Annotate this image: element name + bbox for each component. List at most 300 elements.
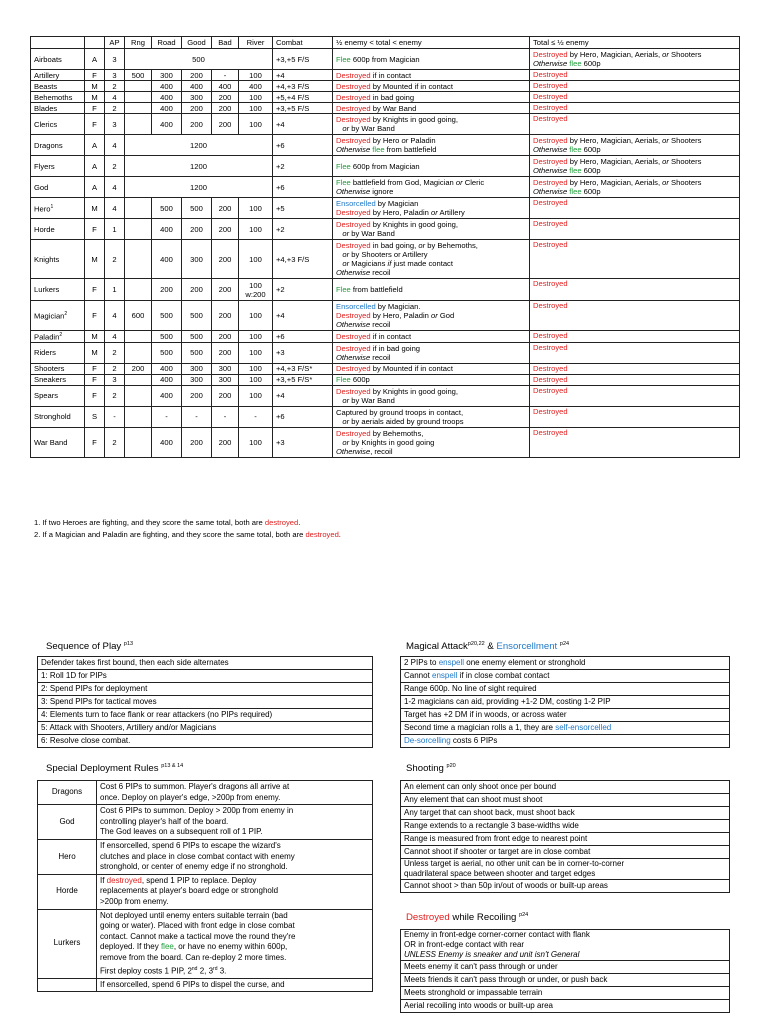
list-item-text [401, 930, 730, 961]
text-segment: by Shooters or Artillery [349, 250, 428, 259]
text-segment: Destroyed [533, 385, 568, 395]
unit-type [85, 301, 105, 331]
list-item-text [401, 670, 730, 683]
outcome-line [336, 187, 526, 196]
list-item-text [38, 709, 373, 722]
outcome-beaten [333, 406, 530, 427]
rule-line [100, 782, 369, 793]
footnote-marker: 1 [50, 203, 54, 210]
text-segment: clutches and place in close combat contact with enemy [100, 851, 295, 861]
unit-bad-text: 300 [218, 375, 232, 385]
unit-combat [273, 279, 333, 301]
outcome-beaten [333, 427, 530, 457]
unit-good [182, 81, 212, 92]
text-segment: Defender takes first bound, then each side alternates [41, 658, 229, 667]
outcome-line [336, 136, 526, 145]
unit-river [239, 279, 273, 301]
list-item-text [401, 1000, 730, 1013]
list-item-text [38, 683, 373, 696]
unit-river [239, 198, 273, 219]
text-segment: in bad going, [370, 241, 419, 250]
text-segment: Shooters [668, 136, 702, 145]
list-item [401, 683, 730, 696]
text-segment: Destroyed [533, 240, 568, 249]
text-segment: Destroyed [533, 81, 568, 90]
outcome-line [336, 353, 526, 362]
outcome-line [336, 375, 526, 384]
text-segment: flee [372, 145, 385, 154]
unit-good [182, 240, 212, 279]
special-deployment-table [37, 780, 373, 992]
deployment-row [38, 781, 373, 805]
rule-line [100, 897, 369, 908]
unit-bad-text: - [223, 70, 227, 80]
rule-line [100, 876, 369, 887]
unit-type [85, 279, 105, 301]
unit-river [239, 103, 273, 114]
unit-ap [105, 103, 125, 114]
list-item-text [401, 807, 730, 820]
list-item-text [38, 735, 373, 748]
text-segment: if in bad going [370, 343, 421, 353]
list-item [38, 670, 373, 683]
unit-bad-text: - [223, 412, 227, 422]
rule-line [100, 862, 369, 873]
unit-type [85, 342, 105, 363]
unit-road-text: 400 [160, 119, 173, 129]
text-segment: First deploy costs 1 PIP, 2 [100, 966, 192, 976]
rule-line [100, 817, 369, 828]
unit-road [152, 406, 182, 427]
table-row [31, 92, 740, 103]
unit-name [31, 49, 85, 70]
outcome-line [336, 199, 526, 208]
unit-road-text: 400 [160, 92, 173, 102]
unit-good [182, 374, 212, 385]
unit-range [125, 331, 152, 343]
list-item-text [401, 974, 730, 987]
unit-range [125, 70, 152, 81]
unit-type [85, 374, 105, 385]
text-segment: Destroyed [336, 311, 371, 320]
outcome-line [533, 279, 736, 288]
text-segment: or [662, 50, 669, 59]
unit-name [31, 92, 85, 103]
unit-good-text: 200 [190, 391, 203, 401]
unit-type-text: F [92, 375, 97, 385]
column-header: AP [105, 37, 125, 49]
table-row [31, 363, 740, 374]
outcome-doubled [530, 279, 740, 301]
unit-type [85, 385, 105, 406]
outcome-line [336, 285, 526, 294]
unit-combat [273, 374, 333, 385]
unit-good [182, 92, 212, 103]
unit-good-text: 500 [190, 331, 203, 341]
unit-river [239, 114, 273, 135]
column-header: River [239, 37, 273, 49]
text-segment: Otherwise [533, 187, 570, 196]
sequence-of-play-title [46, 641, 133, 652]
list-item-text [401, 657, 730, 670]
rule-line [100, 886, 369, 897]
text-segment: Cannot shoot if shooter or target are in close combat [404, 847, 591, 856]
text-segment: Paladin [408, 136, 436, 145]
outcome-beaten [333, 374, 530, 385]
unit-road [152, 301, 182, 331]
text-segment: flee [569, 166, 582, 175]
unit-bad-text: 200 [218, 331, 232, 341]
text-segment: Destroyed [533, 198, 568, 207]
list-item [401, 657, 730, 670]
unit-name [31, 177, 85, 198]
outcome-line [336, 302, 526, 311]
unit-river [239, 240, 273, 279]
outcome-beaten [333, 92, 530, 103]
outcome-line [533, 198, 736, 207]
unit-road-text: 400 [160, 254, 173, 264]
unit-road-text: 500 [160, 348, 173, 358]
unit-range [125, 279, 152, 301]
text-segment: by Knights in good going, [370, 220, 459, 229]
unit-good [182, 103, 212, 114]
unit-river [239, 70, 273, 81]
text-segment: by War Band [349, 395, 395, 405]
unit-name-text: Riders [34, 348, 56, 358]
list-item [38, 657, 373, 670]
unit-type-text: F [92, 311, 97, 320]
outcome-line [336, 320, 526, 329]
text-segment: or [662, 136, 669, 145]
magical-attack-title [406, 641, 569, 652]
outcome-line [336, 438, 526, 447]
unit-road-text: 500 [160, 311, 173, 320]
text-segment: Destroyed [336, 331, 371, 341]
text-segment: Destroyed [533, 114, 568, 123]
text-segment: Shooters [668, 50, 702, 59]
text-segment: Destroyed [533, 92, 568, 101]
outcome-line [336, 447, 526, 456]
unit-ap [105, 135, 125, 156]
unit-type-text: F [92, 437, 97, 447]
unit-ap [105, 81, 125, 92]
unit-combat-text: +3 [276, 348, 285, 358]
unit-name [31, 374, 85, 385]
unit-good [182, 301, 212, 331]
text-segment: by Hero, Magician, Aerials, [567, 178, 663, 187]
deployment-rule [97, 909, 373, 978]
unit-range [125, 198, 152, 219]
unit-good-text: 300 [190, 92, 203, 102]
text-segment: Flee [336, 285, 351, 294]
unit-good-text: 200 [190, 70, 203, 80]
unit-river [239, 92, 273, 103]
deployment-unit: God [38, 805, 97, 840]
outcome-doubled [530, 92, 740, 103]
magical-attack-list [400, 656, 730, 748]
unit-name [31, 406, 85, 427]
unit-range [125, 240, 152, 279]
text-segment: Captured by ground troops in contact, [336, 407, 464, 417]
text-segment: or [342, 124, 350, 133]
outcome-line [336, 268, 526, 277]
unit-combat-text: +3 [276, 437, 285, 447]
text-segment: Cost 6 PIPs to summon. Deploy > 200p from enemy in [100, 806, 294, 816]
text-segment: Flee [336, 54, 351, 64]
text-segment: or [342, 229, 350, 238]
deployment-row [38, 805, 373, 840]
unit-ap-text: 2 [112, 348, 117, 358]
section-heading: Shooting [406, 763, 444, 775]
unit-type [85, 81, 105, 92]
unit-movement-span [125, 156, 273, 177]
text-segment: Destroyed [336, 70, 371, 80]
unit-type [85, 177, 105, 198]
text-segment: 5: Attack with Shooters, Artillery and/or Magicians [41, 723, 217, 732]
unit-bad [212, 81, 239, 92]
rule-line [100, 980, 369, 991]
outcome-line [336, 311, 526, 320]
text-segment: in bad going [370, 92, 415, 102]
unit-ap [105, 406, 125, 427]
unit-river-text: 100 [249, 224, 262, 234]
unit-bad [212, 219, 239, 240]
unit-ap-text: 3 [112, 70, 117, 80]
unit-name [31, 363, 85, 374]
outcome-line [336, 71, 526, 80]
unit-road [152, 198, 182, 219]
list-item [401, 807, 730, 820]
text-segment: Destroyed [336, 208, 371, 217]
unit-ap [105, 363, 125, 374]
unit-combat-text: +2 [276, 285, 285, 294]
unit-bad [212, 301, 239, 331]
list-item [401, 880, 730, 893]
unit-river-text: 100 [249, 364, 262, 374]
outcome-line [533, 50, 736, 59]
deployment-rule [97, 874, 373, 909]
unit-ap [105, 385, 125, 406]
unit-movement-span-text: 500 [192, 54, 205, 64]
table-row [31, 240, 740, 279]
unit-good [182, 198, 212, 219]
unit-bad [212, 385, 239, 406]
outcome-doubled [530, 156, 740, 177]
unit-combat [273, 219, 333, 240]
unit-ap [105, 342, 125, 363]
list-item-text [401, 880, 730, 893]
outcome-doubled [530, 177, 740, 198]
unit-combat [273, 81, 333, 92]
text-segment: by Mounted if in contact [370, 81, 453, 91]
unit-name-text: Horde [34, 224, 55, 234]
unit-river-text: 100 [249, 103, 262, 113]
rule-line [100, 793, 369, 804]
unit-type-text: M [91, 92, 98, 102]
text-segment: by War Band [349, 229, 395, 238]
text-segment: Any element that can shoot must shoot [404, 795, 543, 804]
text-segment: Destroyed [533, 374, 568, 384]
recoiling-title [406, 912, 528, 923]
text-segment: Destroyed [336, 428, 371, 438]
unit-good [182, 279, 212, 301]
unit-bad-text: 200 [218, 311, 232, 320]
outcome-beaten [333, 342, 530, 363]
text-segment: or [342, 395, 350, 405]
text-segment: destroyed [264, 518, 299, 527]
unit-type-text: F [92, 119, 97, 129]
outcome-doubled [530, 374, 740, 385]
list-item-text [38, 722, 373, 735]
unit-road [152, 240, 182, 279]
text-segment: 2 PIPs to [404, 658, 439, 667]
outcome-beaten [333, 70, 530, 81]
unit-ap [105, 240, 125, 279]
outcome-doubled [530, 331, 740, 343]
outcome-doubled [530, 49, 740, 70]
list-item-text [401, 846, 730, 859]
unit-combat-text: +6 [276, 140, 285, 150]
text-segment: Flee [336, 375, 351, 385]
text-segment: Magicians [349, 259, 388, 268]
rule-line [100, 841, 369, 852]
unit-type-text: A [91, 182, 98, 192]
text-segment: if [387, 259, 392, 268]
table-row [31, 219, 740, 240]
table-row [31, 385, 740, 406]
text-segment: Second time a magician rolls a 1, they are [404, 723, 556, 732]
text-segment: Any target that can shoot back, must shoot back [404, 808, 575, 817]
unit-ap [105, 427, 125, 457]
recoiling-list [400, 929, 730, 1013]
unit-type [85, 427, 105, 457]
table-row [31, 70, 740, 81]
text-segment: ignore [372, 187, 394, 196]
unit-ap [105, 70, 125, 81]
text-segment: enspell [438, 658, 465, 667]
unit-type [85, 114, 105, 135]
text-segment: destroyed [106, 875, 142, 885]
list-item [38, 722, 373, 735]
unit-road [152, 114, 182, 135]
list-item-text [401, 820, 730, 833]
unit-ap-text: 3 [112, 375, 117, 385]
unit-river [239, 363, 273, 374]
text-segment: Destroyed [533, 427, 568, 437]
unit-ap-text: 4 [112, 203, 117, 213]
shooting-list [400, 780, 730, 893]
section-heading: Sequence of Play [46, 641, 122, 653]
unit-name-text: Stronghold [34, 412, 71, 422]
text-segment: controlling player's half of the board. [100, 816, 229, 826]
unit-bad [212, 92, 239, 103]
unit-river-text: 100 [249, 119, 262, 129]
unit-combat [273, 240, 333, 279]
text-segment: Destroyed [533, 363, 568, 373]
unit-road-text: 300 [160, 70, 173, 80]
unit-ap [105, 219, 125, 240]
outcome-line [533, 145, 736, 154]
table-header-row [31, 37, 740, 49]
unit-bad [212, 427, 239, 457]
unit-road [152, 331, 182, 343]
unit-river [239, 301, 273, 331]
text-segment: by Knights in good going, [370, 115, 459, 124]
outcome-line [336, 82, 526, 91]
footnotes [34, 517, 341, 541]
text-segment: rd [213, 965, 218, 972]
unit-combat-text: +4,+3 F/S* [276, 364, 313, 374]
text-segment: Destroyed [533, 136, 568, 145]
unit-good [182, 385, 212, 406]
unit-bad-text: 200 [218, 103, 232, 113]
text-segment: Destroyed [336, 115, 371, 124]
text-segment: 3. [217, 966, 227, 976]
list-item [401, 820, 730, 833]
list-item-text [38, 657, 373, 670]
unit-range [125, 374, 152, 385]
unit-range [125, 92, 152, 103]
outcome-doubled [530, 385, 740, 406]
unit-combat [273, 427, 333, 457]
list-item [401, 735, 730, 748]
unit-type-text: F [92, 364, 97, 374]
unit-ap-text: 3 [112, 119, 117, 129]
unit-bad [212, 198, 239, 219]
unit-road-text: 400 [160, 391, 173, 401]
text-segment: Unless target is aerial, no other unit can be in corner-to-corner [404, 859, 625, 868]
text-segment: Cleric [462, 178, 485, 187]
unit-bad [212, 406, 239, 427]
outcome-line [336, 229, 526, 238]
unit-bad [212, 331, 239, 343]
unit-type [85, 103, 105, 114]
outcome-doubled [530, 70, 740, 81]
text-segment: Destroyed [533, 342, 568, 352]
text-segment: flee [569, 187, 582, 196]
unit-combat [273, 70, 333, 81]
unit-movement-span-text: 1200 [190, 161, 207, 171]
unit-range [125, 81, 152, 92]
list-item-text [38, 696, 373, 709]
unit-river-text: 100 [249, 348, 262, 358]
text-segment: by Hero, Paladin [370, 311, 431, 320]
unit-type [85, 92, 105, 103]
table-row [31, 156, 740, 177]
outcome-beaten [333, 103, 530, 114]
text-segment: UNLESS Enemy is sneaker and unit isn't General [404, 950, 580, 959]
unit-river-text: 100 [249, 92, 262, 102]
table-body [31, 49, 740, 458]
outcome-doubled [530, 198, 740, 219]
list-item-text [401, 696, 730, 709]
unit-road [152, 219, 182, 240]
unit-river-text: 400 [249, 81, 262, 91]
rule-line [100, 806, 369, 817]
outcome-line [336, 93, 526, 102]
text-segment: 600p [581, 145, 601, 154]
unit-ap-text: 1 [112, 285, 117, 294]
rule-line [100, 852, 369, 863]
text-segment: Destroyed [336, 364, 371, 374]
unit-good [182, 331, 212, 343]
unit-river-text: 100 [249, 311, 262, 320]
text-segment: by Hero, Magician, Aerials, [567, 157, 663, 166]
table-row [31, 374, 740, 385]
unit-good-text: 300 [190, 254, 203, 264]
unit-name-text: Lurkers [34, 285, 60, 294]
text-segment: by aerials aided by ground troops [349, 416, 464, 426]
